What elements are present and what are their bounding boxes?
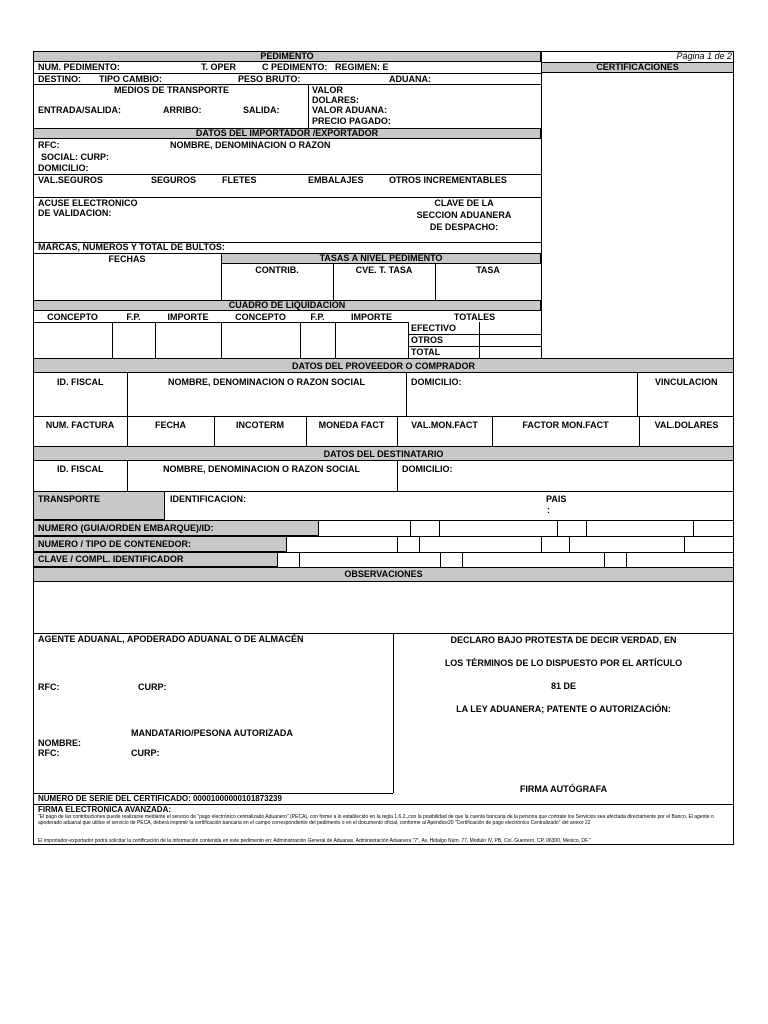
destino-label: DESTINO: — [38, 74, 82, 84]
acuse-label-1: ACUSE ELECTRONICO — [38, 198, 138, 208]
entrada-salida-label: ENTRADA/SALIDA: — [38, 105, 121, 115]
acuse-label-2: DE VALIDACION: — [38, 208, 112, 218]
divider — [112, 322, 113, 358]
id-fiscal-destinatario-label: ID. FISCAL — [57, 464, 104, 474]
observaciones-title: OBSERVACIONES — [344, 569, 423, 579]
divider — [440, 552, 441, 567]
fechas-label: FECHAS — [108, 254, 146, 264]
fecha-label: FECHA — [155, 420, 186, 430]
importe-header-1: IMPORTE — [167, 312, 209, 322]
divider — [604, 552, 605, 567]
pais-colon: : — [547, 505, 550, 515]
divider — [586, 520, 587, 536]
divider — [33, 84, 541, 85]
firma-autografa-label: FIRMA AUTÓGRAFA — [519, 784, 608, 794]
pedimento-title: PEDIMENTO — [260, 51, 314, 61]
numero-contenedor-label: NUMERO / TIPO DE CONTENEDOR: — [38, 539, 192, 549]
divider — [479, 322, 480, 358]
fp-header-2: F.P. — [310, 312, 325, 322]
divider — [684, 536, 685, 552]
divider — [419, 536, 420, 552]
agente-title: AGENTE ADUANAL, APODERADO ADUANAL O DE ALMACÉN — [38, 634, 304, 644]
pais-label: PAIS — [546, 494, 567, 504]
nombre-proveedor-label: NOMBRE, DENOMINACION O RAZON SOCIAL — [168, 377, 365, 387]
divider — [435, 264, 436, 300]
num-pedimento-label: NUM. PEDIMENTO: — [38, 62, 120, 72]
medios-transporte-label: MEDIOS DE TRANSPORTE — [114, 85, 230, 95]
num-factura-label: NUM. FACTURA — [45, 420, 115, 430]
nombre-label: NOMBRE, DENOMINACION O RAZON — [170, 140, 331, 150]
divider — [308, 84, 309, 128]
divider — [462, 552, 463, 567]
salida-label: SALIDA: — [243, 105, 280, 115]
tasas-title: TASAS A NIVEL PEDIMENTO — [319, 253, 443, 263]
divider — [406, 373, 407, 416]
agente-rfc-label: RFC: — [38, 682, 60, 692]
c-pedimento-label: C PEDIMENTO: — [262, 62, 328, 72]
importador-title: DATOS DEL IMPORTADOR /EXPORTADOR — [195, 128, 379, 138]
val-mon-fact-label: VAL.MON.FACT — [411, 420, 478, 430]
divider — [626, 552, 627, 567]
tasa-label: TASA — [476, 265, 500, 275]
clave-identificador-label: CLAVE / COMPL. IDENTIFICADOR — [38, 554, 184, 564]
identificacion-label: IDENTIFICACION: — [170, 494, 246, 504]
tipo-cambio-label: TIPO CAMBIO: — [99, 74, 162, 84]
mandatario-curp-label: CURP: — [131, 748, 160, 758]
fp-header-1: F.P. — [126, 312, 141, 322]
destinatario-title: DATOS DEL DESTINATARIO — [323, 449, 444, 459]
divider — [410, 520, 411, 536]
val-seguros-label: VAL.SEGUROS — [38, 175, 103, 185]
efectivo-label: EFECTIVO — [411, 323, 457, 333]
declaracion-line-1: DECLARO BAJO PROTESTA DE DECIR VERDAD, EN — [450, 635, 677, 645]
agente-curp-label: CURP: — [138, 682, 167, 692]
mandatario-label: MANDATARIO/PESONA AUTORIZADA — [131, 728, 293, 738]
marcas-label: MARCAS, NUMEROS Y TOTAL DE BULTOS: — [38, 242, 225, 252]
divider — [335, 322, 336, 358]
divider — [127, 461, 128, 491]
declaracion-line-2: LOS TÉRMINOS DE LO DISPUESTO POR EL ARTÍCULO — [444, 658, 683, 668]
divider — [397, 536, 398, 552]
concepto-header-2: CONCEPTO — [235, 312, 286, 322]
otros-incrementables-label: OTROS INCREMENTABLES — [389, 175, 507, 185]
nombre-mandatario-label: NOMBRE: — [38, 738, 81, 748]
arribo-label: ARRIBO: — [163, 105, 202, 115]
nombre-destinatario-label: NOMBRE, DENOMINACION O RAZON SOCIAL — [163, 464, 360, 474]
factor-mon-fact-label: FACTOR MON.FACT — [522, 420, 609, 430]
divider — [408, 322, 409, 358]
divider — [439, 520, 440, 536]
certificaciones-title: CERTIFICACIONES — [596, 62, 679, 72]
divider — [155, 322, 156, 358]
footer-note-certificacion: El importador-exportador podrá solicitar la certificación de la información contenida en este pedimento en: Administración General de Aduanas, Administración Aduanera "7", Av. Hidalgo Núm. 77, Modulo IV, PB, Col. Guerrero, CP, 06300, Mexico, DF." — [38, 838, 591, 844]
divider — [221, 322, 222, 358]
t-oper-label: T. OPER — [201, 62, 237, 72]
valor-dolares-label: VALOR DOLARES: — [312, 85, 359, 105]
declaracion-line-4: LA LEY ADUANERA; PATENTE O AUTORIZACIÓN: — [456, 704, 671, 714]
totales-header: TOTALES — [453, 312, 496, 322]
clave-seccion-label-1: CLAVE DE LA — [434, 198, 494, 208]
vinculacion-label: VINCULACION — [655, 377, 718, 387]
embalajes-label: EMBALAJES — [308, 175, 364, 185]
mandatario-rfc-label: RFC: — [38, 748, 60, 758]
divider — [127, 373, 128, 416]
declaracion-line-3: 81 DE — [550, 681, 576, 691]
incoterm-label: INCOTERM — [236, 420, 284, 430]
transporte-label: TRANSPORTE — [38, 494, 101, 504]
precio-pagado-label: PRECIO PAGADO: — [312, 116, 391, 126]
moneda-fact-label: MONEDA FACT — [318, 420, 385, 430]
valor-aduana-label: VALOR ADUANA: — [312, 105, 387, 115]
divider — [397, 461, 398, 491]
divider — [300, 322, 301, 358]
clave-seccion-label-2: SECCION ADUANERA — [416, 210, 512, 220]
id-fiscal-label: ID. FISCAL — [57, 377, 104, 387]
firma-electronica-label: FIRMA ELECTRONICA AVANZADA: — [38, 805, 172, 814]
cve-tasa-label: CVE. T. TASA — [355, 265, 413, 275]
divider — [333, 264, 334, 300]
liquidacion-title: CUADRO DE LIQUIDACION — [228, 300, 346, 310]
clave-seccion-label-3: DE DESPACHO: — [429, 222, 499, 232]
domicilio-label: DOMICILIO: — [38, 163, 89, 173]
divider — [541, 536, 542, 552]
divider — [693, 520, 694, 536]
social-curp-label: SOCIAL: CURP: — [41, 152, 109, 162]
seguros-label: SEGUROS — [151, 175, 197, 185]
domicilio-destinatario-label: DOMICILIO: — [402, 464, 453, 474]
domicilio-proveedor-label: DOMICILIO: — [411, 377, 462, 387]
numero-guia-label: NUMERO (GUIA/ORDEN EMBARQUE)/ID: — [38, 523, 214, 533]
divider — [299, 552, 300, 567]
page-number: Página 1 de 2 — [676, 51, 732, 61]
contrib-label: CONTRIB. — [255, 265, 299, 275]
concepto-header-1: CONCEPTO — [47, 312, 98, 322]
peso-bruto-label: PESO BRUTO: — [238, 74, 301, 84]
otros-label: OTROS — [411, 335, 444, 345]
proveedor-title: DATOS DEL PROVEEDOR O COMPRADOR — [291, 361, 476, 371]
divider — [569, 536, 570, 552]
numero-serie-certificado: NUMERO DE SERIE DEL CERTIFICADO: 00001000000101873239 — [38, 794, 282, 803]
rfc-label: RFC: — [38, 140, 60, 150]
total-label: TOTAL — [411, 347, 441, 357]
divider — [557, 520, 558, 536]
footer-note-pago: "El pago de las contribuciones puede realizarse mediante el servicio de "pago electrónico centralizado Aduanero" (PECA), con forme a lo establecido en la regla 1.6.2.,con la posibilidad de que la cuenta bancaria de la persona que contrate los Servicios sea afectada directamente por el Banco, El agente o apoderado aduanal que utilice el servicio de PECA, deberá imprimir la certificación bancaria en el campo correspondiente del pedimento o en el documento oficial, conforme al Apéndice20 "Certificación de pago electrónico Centralizado" del anexo 22 — [38, 814, 714, 826]
divider — [637, 373, 638, 416]
divider — [33, 416, 734, 417]
divider — [541, 51, 542, 358]
regimen-label: REGIMEN: E — [335, 62, 389, 72]
val-dolares-label: VAL.DOLARES — [654, 420, 719, 430]
importe-header-2: IMPORTE — [350, 312, 392, 322]
aduana-label: ADUANA: — [389, 74, 431, 84]
fletes-label: FLETES — [222, 175, 257, 185]
